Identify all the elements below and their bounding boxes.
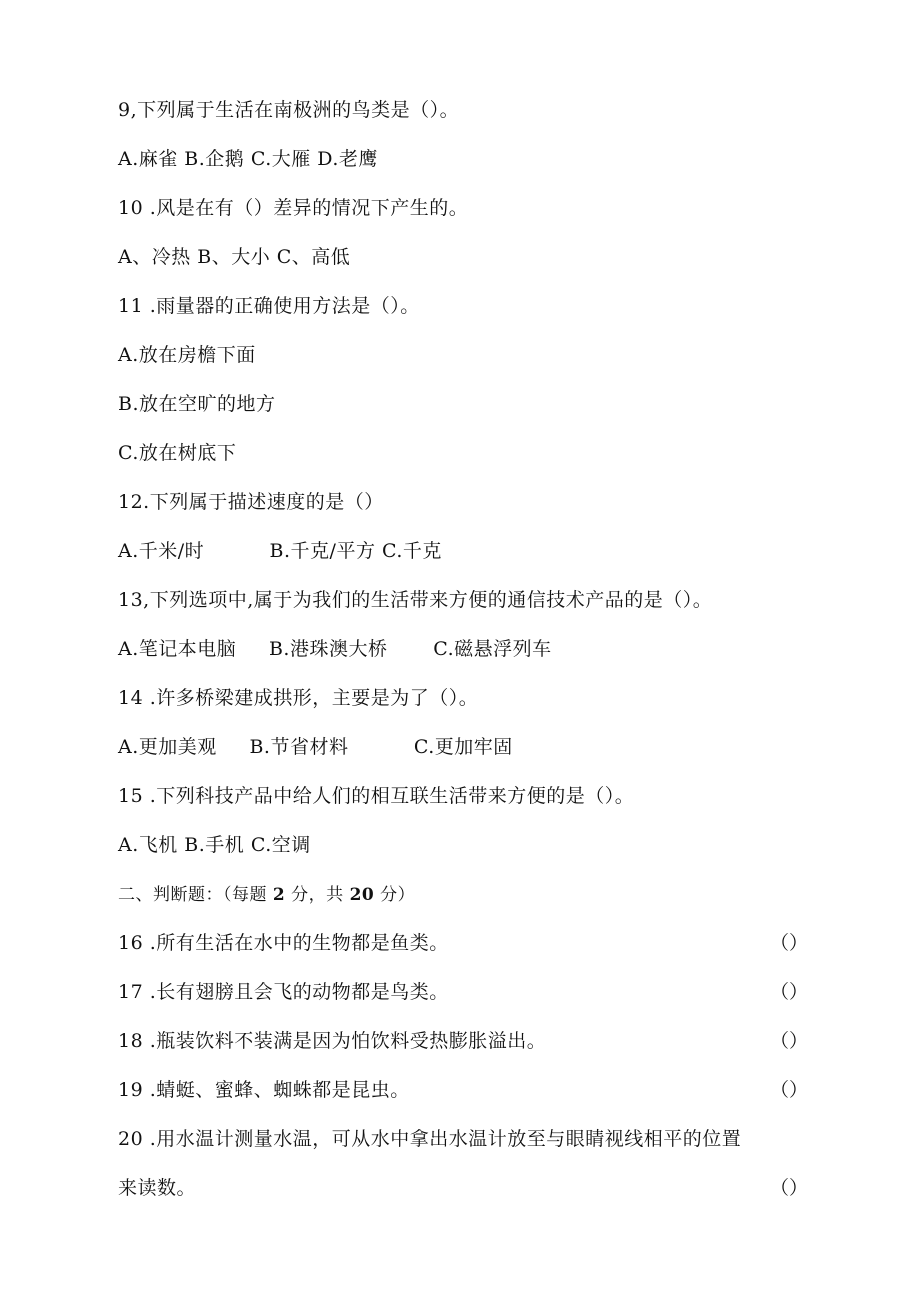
- question-11-option-a: A.放在房檐下面: [118, 344, 256, 366]
- section-2-suffix: 分）: [374, 885, 416, 905]
- judgment-20-answer-blank[interactable]: （）: [770, 1177, 809, 1199]
- judgment-20: 20 .用水温计测量水温，可从水中拿出水温计放至与眼睛视线相平的位置: [118, 1128, 742, 1150]
- question-9-options: A.麻雀 B.企鹅 C.大雁 D.老鹰: [118, 148, 378, 170]
- judgment-19: 19 .蜻蜓、蜜蜂、蜘蛛都是昆虫。: [118, 1079, 410, 1101]
- judgment-16-answer-blank[interactable]: （）: [770, 932, 809, 954]
- question-9: 9,下列属于生活在南极洲的鸟类是（）。: [118, 99, 460, 121]
- judgment-18: 18 .瓶装饮料不装满是因为怕饮料受热膨胀溢出。: [118, 1030, 547, 1052]
- judgment-17-answer-blank[interactable]: （）: [770, 981, 809, 1003]
- question-12: 12.下列属于描述速度的是（）: [118, 491, 384, 513]
- judgment-18-answer-blank[interactable]: （）: [770, 1030, 809, 1052]
- section-2-total: 20: [349, 885, 375, 905]
- question-15: 15 .下列科技产品中给人们的相互联生活带来方便的是（）。: [118, 785, 635, 807]
- question-13-options: A.笔记本电脑 B.港珠澳大桥 C.磁悬浮列车: [118, 638, 552, 660]
- question-12-options: A.千米/时 B.千克/平方 C.千克: [118, 540, 442, 562]
- question-15-options: A.飞机 B.手机 C.空调: [118, 834, 311, 856]
- question-11-option-b: B.放在空旷的地方: [118, 393, 276, 415]
- judgment-17: 17 .长有翅膀且会飞的动物都是鸟类。: [118, 981, 449, 1003]
- question-11-option-c: C.放在树底下: [118, 442, 237, 464]
- question-10: 10 .风是在有（）差异的情况下产生的。: [118, 197, 469, 219]
- question-14-options: A.更加美观 B.节省材料 C.更加牢固: [118, 736, 513, 758]
- section-2-heading: [118, 882, 415, 908]
- question-10-options: A、冷热 B、大小 C、高低: [118, 246, 351, 268]
- judgment-16: 16 .所有生活在水中的生物都是鱼类。: [118, 932, 449, 954]
- judgment-19-answer-blank[interactable]: （）: [770, 1079, 809, 1101]
- question-11: 11 .雨量器的正确使用方法是（）。: [118, 295, 420, 317]
- section-2-prefix: 二、判断题：（每题: [118, 885, 273, 905]
- question-14: 14 .许多桥梁建成拱形，主要是为了（）。: [118, 687, 479, 709]
- question-13: 13,下列选项中,属于为我们的生活带来方便的通信技术产品的是（）。: [118, 589, 713, 611]
- section-2-middle: 分，共: [285, 885, 350, 905]
- judgment-20-continuation: 来读数。: [118, 1177, 197, 1199]
- section-2-points-each: 2: [272, 885, 286, 905]
